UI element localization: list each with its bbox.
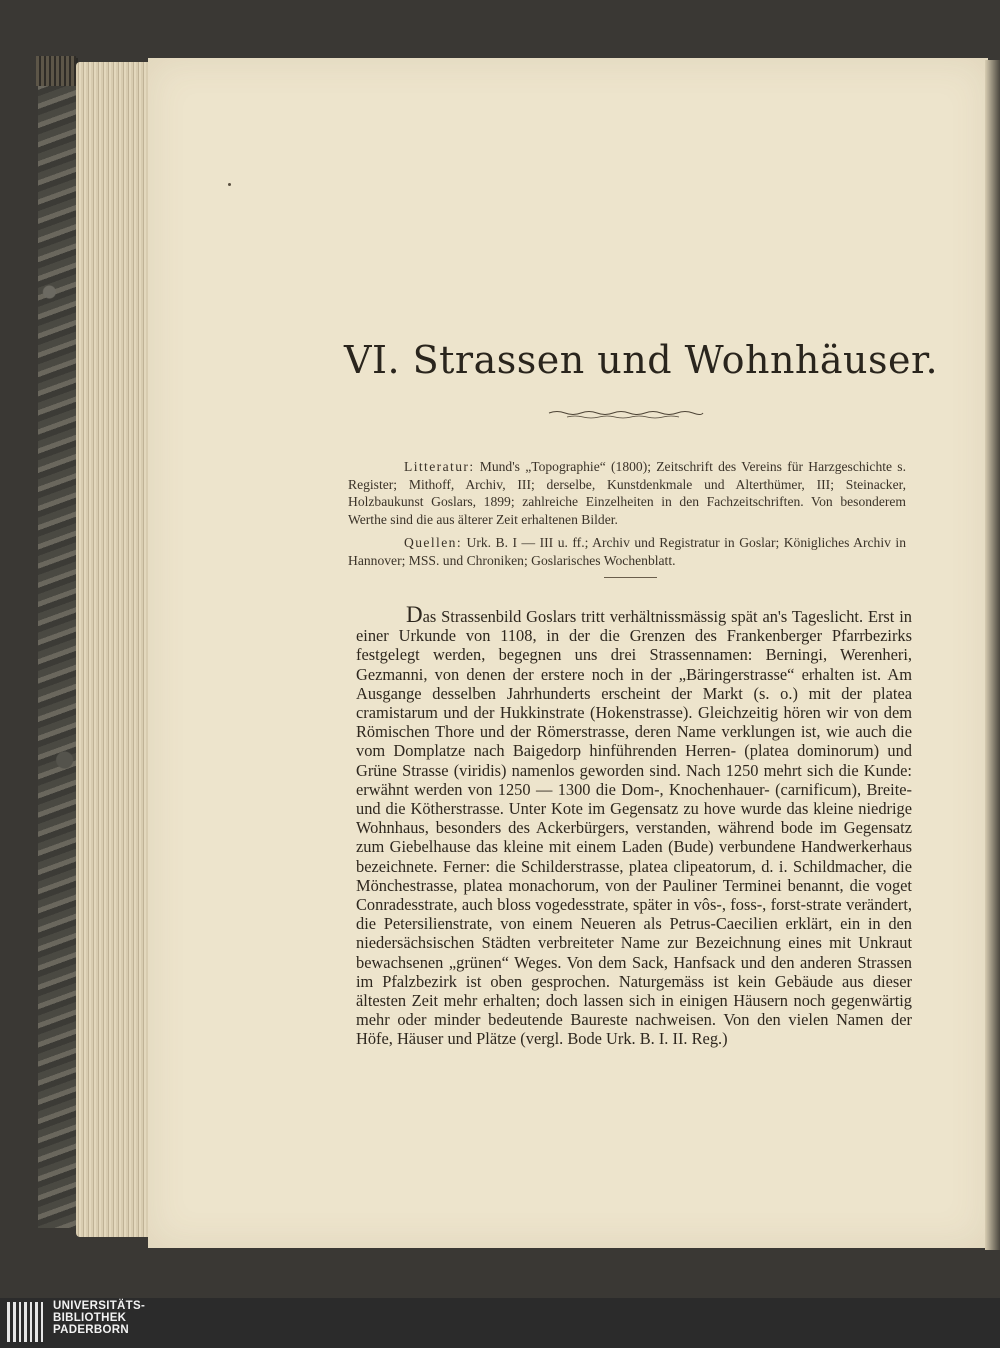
quellen-label: Quellen:	[404, 535, 463, 550]
library-logo-icon	[7, 1302, 47, 1342]
book-spine-marbled-cover	[38, 58, 78, 1228]
page-right-edge	[985, 60, 1000, 1250]
litteratur-paragraph	[348, 458, 906, 528]
library-footer-bar	[0, 1298, 1000, 1348]
body-text: as Strassenbild Goslars tritt verhältnissmässig spät an's Tageslicht. Erst in einer Urkunde von 1108, in der die Grenzen des Frankenberger Pfarrbezirks festgelegt werden, begegnen uns drei Strassennamen: Berningi, Werenheri, Gezmanni, von denen der erstere noch in der „Bäringerstrasse“ erhalten ist. Am Ausgange desselben Jahrhunderts erscheint der Markt (s. o.) mit der platea cramistarum und der Hukkinstrate (Hokenstrasse). Gleichzeitig hören wir von dem Römischen Thore und der Römerstrasse, deren Name verklungen ist, wie auch die vom Domplatze nach Baigedorp hinführenden Herren- (platea dominorum) und Grüne Strasse (viridis) namenlos geworden sind. Nach 1250 mehrt sich die Kunde: erwähnt werden von 1250 — 1300 die Dom-, Knochenhauer- (carnificum), Breite- und die Kötherstrasse. Unter Kote im Gegensatz zu hove wurde das kleine niedrige Wohnhaus, besonders des Ackerbürgers, verstanden, während bode im Gegensatz zum Giebelhause das kleine mit einem Laden (Bude) verbundene Handwerkerhaus bezeichnete. Ferner: die Schilderstrasse, platea clipeatorum, d. i. Schildmacher, die Mönchestrasse, platea monachorum, von der Pauliner Terminei benannt, die voget Conradesstrate, auch bloss vogedesstrate, später in vôs-, foss-, forst-strate verändert, die Petersilienstrate, von einem Neueren als Petrus-Caecilien erklärt, ein in den niedersächsischen Städten verbreiteter Name zur Bezeichnung eines mit Unkraut bewachsenen „grünen“ Weges. Von dem Sack, Hanfsack und den anderen Strassen im Pfalzbezirk ist oben gesprochen. Naturgemäss ist kein Gebäude aus dieser ältesten Zeit mehr erhalten; doch lassen sich in einigen Häusern noch gegenwärtig mehr oder minder bedeutende Baureste nachweisen. Von den vielen Namen der Höfe, Häuser und Plätze (vergl. Bode Urk. B. I. II. Reg.)	[356, 607, 912, 1049]
bibliography-block	[348, 458, 906, 575]
book-headband	[36, 56, 76, 86]
chapter-title: VI. Strassen und Wohnhäuser.	[344, 338, 939, 382]
page-edges	[76, 62, 148, 1237]
quellen-paragraph	[348, 534, 906, 569]
quellen-text: Urk. B. I — III u. ff.; Archiv und Registratur in Goslar; Königliches Archiv in Hannover; MSS. und Chroniken; Goslarisches Wochenblatt.	[348, 535, 906, 568]
body-paragraph	[356, 602, 912, 1049]
litteratur-label: Litteratur:	[404, 459, 475, 474]
logo-line-1: UNIVERSITÄTS-	[53, 1300, 146, 1312]
logo-line-3: PADERBORN	[53, 1324, 129, 1336]
library-logo-text	[53, 1300, 145, 1336]
title-ornament-rule	[547, 408, 705, 422]
litteratur-text: Mund's „Topographie“ (1800); Zeitschrift des Vereins für Harzgeschichte s. Register; Mithoff, Archiv, III; derselbe, Kunstdenkmale und Alterthümer, III; Steinacker, Holzbaukunst Goslars, 1899; zahlreiche Einzelheiten in den Fachzeitschriften. Von besonderem Werthe sind die aus älterer Zeit erhaltenen Bilder.	[348, 459, 906, 527]
initial-letter: D	[406, 602, 423, 627]
logo-line-2: BIBLIOTHEK	[53, 1312, 127, 1324]
section-divider	[604, 577, 657, 578]
page-speck	[228, 183, 231, 186]
